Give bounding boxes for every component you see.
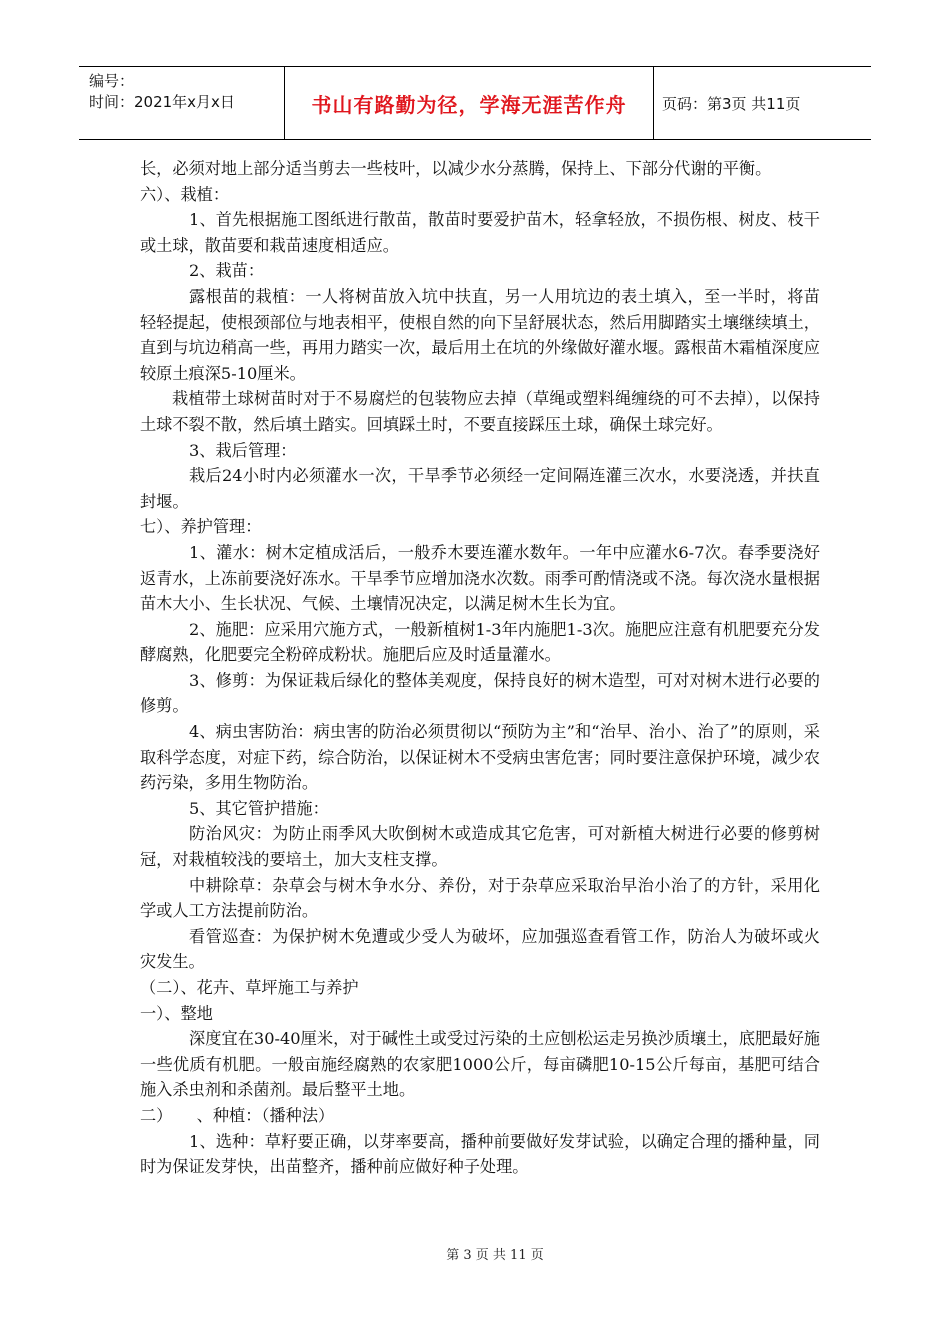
paragraph: 一）、整地 (140, 1003, 213, 1023)
page-header (79, 66, 871, 140)
paragraph: 二） 、种植：（播种法） (140, 1105, 335, 1125)
paragraph: 3、修剪：为保证栽后绿化的整体美观度，保持良好的树木造型，可对对树木进行必要的修剪。 (140, 670, 820, 716)
paragraph: 3、栽后管理： (189, 440, 297, 460)
page-info-text: 页码：第3页 共11页 (662, 94, 801, 113)
paragraph: 六）、栽植： (140, 184, 230, 204)
paragraph: 1、首先根据施工图纸进行散苗，散苗时要爱护苗木，轻拿轻放，不损伤根、树皮、枝干或土球，散苗要和栽苗速度相适应。 (140, 210, 820, 255)
document-body (140, 156, 820, 1180)
document-time-label: 时间：2021年x月x日 (89, 93, 235, 111)
paragraph: 栽后24小时内必须灌水一次，干旱季节必须经一定间隔连灌三次水，水要浇透，并扶直封堰。 (140, 466, 820, 511)
paragraph: 防治风灾：为防止雨季风大吹倒树木或造成其它危害，可对新植大树进行必要的修剪树冠，对栽植较浅的要培土，加大支柱支撑。 (140, 824, 820, 870)
motto-text: 书山有路勤为径，学海无涯苦作舟 (311, 92, 627, 117)
paragraph: （二）、花卉、草坪施工与养护 (140, 978, 359, 997)
paragraph: 七）、养护管理： (140, 517, 262, 537)
paragraph: 看管巡查：为保护树木免遭或少受人为破坏，应加强巡查看管工作，防治人为破坏或火灾发生。 (140, 926, 820, 972)
document-number-label: 编号： (89, 72, 135, 90)
paragraph: 中耕除草：杂草会与树木争水分、养份，对于杂草应采取治早治小治了的方针，采用化学或人工方法提前防治。 (140, 875, 820, 921)
paragraph: 1、灌水：树木定植成活后，一般乔木要连灌水数年。一年中应灌水6-7次。春季要浇好返青水，上冻前要浇好冻水。干旱季节应增加浇水次数。雨季可酌情浇或不浇。每次浇水量根据苗木大小、生长状况、气候、土壤情况决定，以满足树木生长为宜。 (140, 542, 820, 614)
header-page-info (654, 67, 871, 139)
paragraph: 长，必须对地上部分适当剪去一些枝叶，以减少水分蒸腾，保持上、下部分代谢的平衡。 (140, 159, 772, 178)
header-meta (79, 67, 284, 139)
paragraph: 4、病虫害防治：病虫害的防治必须贯彻以“预防为主”和“治早、治小、治了”的原则，采取科学态度，对症下药，综合防治，以保证树木不受病虫害危害；同时要注意保护环境，减少农药污染，多用生物防治。 (140, 722, 820, 793)
paragraph: 栽植带土球树苗时对于不易腐烂的包装物应去掉（草绳或塑料绳缠绕的可不去掉），以保持土球不裂不散，然后填土踏实。回填踩土时，不要直接踩压土球，确保土球完好。 (140, 389, 820, 434)
header-motto (284, 67, 654, 139)
paragraph: 深度宜在30-40厘米，对于碱性土或受过污染的土应刨松运走另换沙质壤土，底肥最好施一些优质有机肥。一般亩施经腐熟的农家肥1000公斤，每亩磷肥10-15公斤每亩，基肥可结合施入杀虫剂和杀菌剂。最后整平土地。 (140, 1029, 820, 1100)
paragraph: 2、栽苗： (189, 261, 265, 281)
page-footer (0, 1244, 950, 1263)
paragraph: 露根苗的栽植：一人将树苗放入坑中扶直，另一人用坑边的表土填入，至一半时，将苗轻轻提起，使根颈部位与地表相平，使根自然的向下呈舒展状态，然后用脚踏实土壤继续填土，直到与坑边稍高一些，再用力踏实一次，最后用土在坑的外缘做好灌水堰。露根苗木霜植深度应较原土痕深5-10厘米。 (140, 286, 820, 383)
paragraph: 1、选种：草籽要正确，以芽率要高，播种前要做好发芽试验，以确定合理的播种量，同时为保证发芽快，出苗整齐，播种前应做好种子处理。 (140, 1131, 820, 1177)
paragraph: 5、其它管护措施： (189, 798, 329, 818)
paragraph: 2、施肥：应采用穴施方式，一般新植树1-3年内施肥1-3次。施肥应注意有机肥要充分发酵腐熟，化肥要完全粉碎成粉状。施肥后应及时适量灌水。 (140, 619, 820, 665)
footer-page-number: 第 3 页 共 11 页 (446, 1248, 544, 1263)
